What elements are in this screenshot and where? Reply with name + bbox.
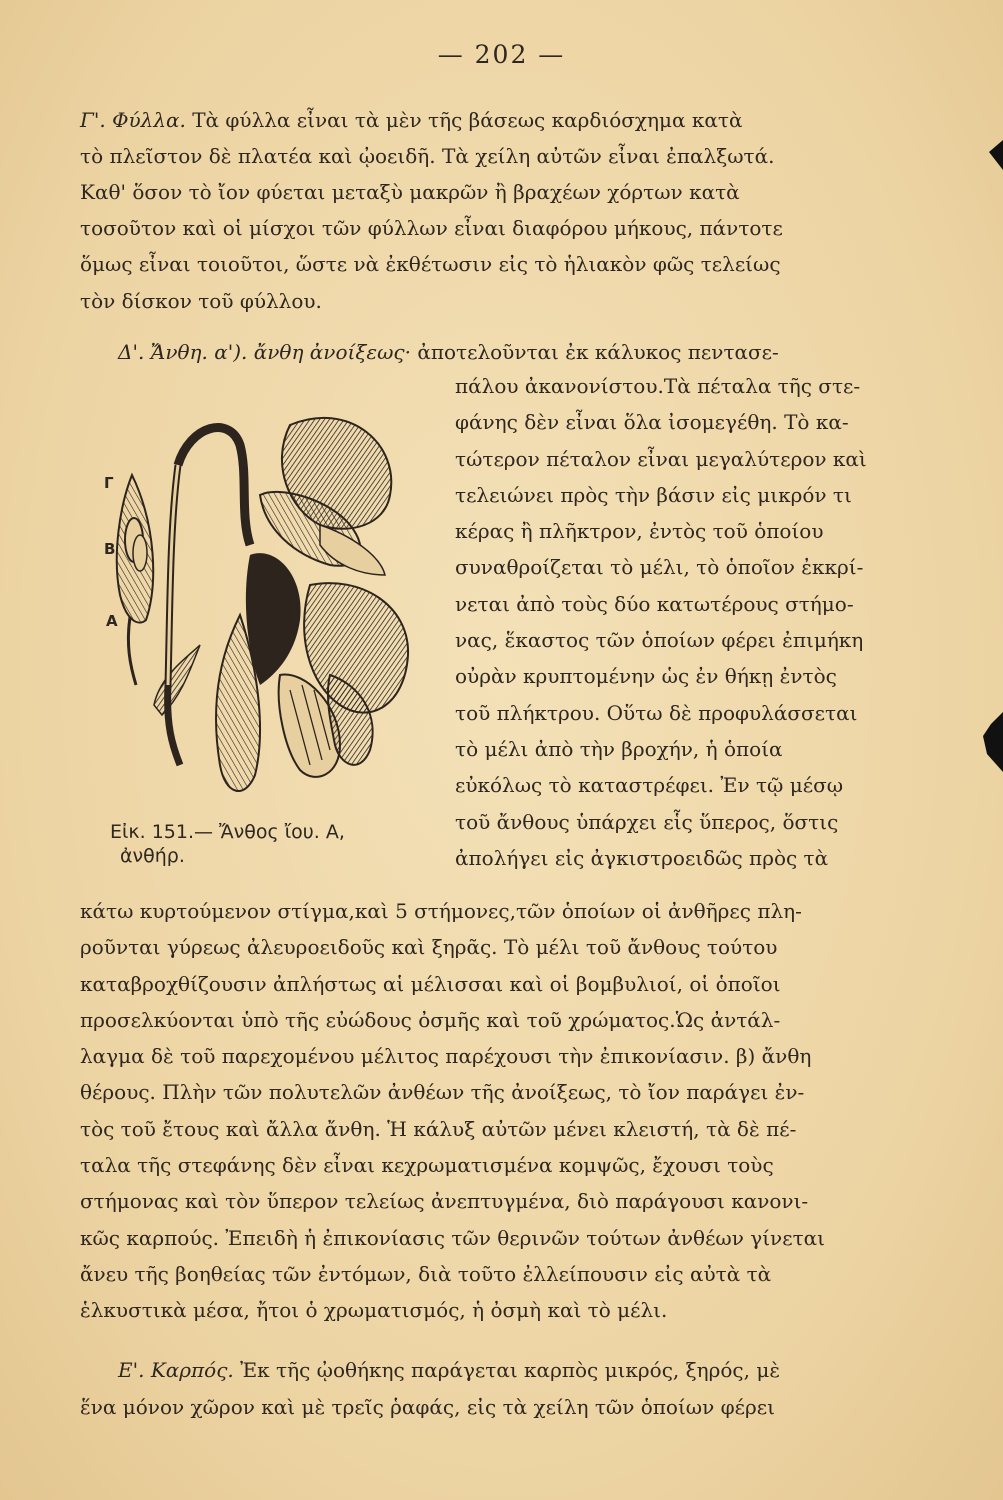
wrap-line: τοῦ πλήκτρου. Οὕτω δὲ προφυλάσσεται xyxy=(455,700,858,725)
wrapped-text-block xyxy=(455,368,935,876)
wrap-line: φάνης δὲν εἶναι ὅλα ἰσομεγέθη. Τὸ κα- xyxy=(455,410,849,435)
full-line: ταλα τῆς στεφάνης δὲν εἶναι κεχρωματισμένα κομψῶς, ἔχουσι τοὺς xyxy=(80,1153,774,1178)
full-line: προσελκύονται ὑπὸ τῆς εὐώδους ὀσμῆς καὶ τοῦ χρώματος.Ὡς ἀντάλ- xyxy=(80,1007,781,1032)
wrap-line: οὐρὰν κρυπτομένην ὡς ἐν θήκῃ ἐντὸς xyxy=(455,664,837,689)
section-g-line-2: τὸ πλεῖστον δὲ πλατέα καὶ ᾠοειδῆ. Τὰ χείλη αὐτῶν εἶναι ἐπαλξωτά. xyxy=(80,144,775,168)
figure-label-g: Γ xyxy=(104,474,114,492)
page-number: — 202 — xyxy=(437,40,566,69)
wrap-line: εὐκόλως τὸ καταστρέφει. Ἐν τῷ μέσῳ xyxy=(455,773,844,798)
full-line: θέρους. Πλὴν τῶν πολυτελῶν ἀνθέων τῆς ἀνοίξεως, τὸ ἴον παράγει ἐν- xyxy=(80,1080,805,1105)
wrap-line: κέρας ἢ πλῆκτρον, ἐντὸς τοῦ ὁποίου xyxy=(455,519,824,544)
full-line: ἄνευ τῆς βοηθείας τῶν ἐντόμων, διὰ τοῦτο ἐλλείπουσιν εἰς αὐτὰ τὰ xyxy=(80,1261,772,1286)
wrap-line: τώτερον πέταλον εἶναι μεγαλύτερον καὶ xyxy=(455,446,867,471)
section-e-line-1: Ε'. Καρπός. Ἐκ τῆς ᾠοθήκης παράγεται καρπὸς μικρός, ξηρός, μὲ xyxy=(118,1358,781,1382)
violet-flower-illustration xyxy=(90,405,435,815)
full-line: καταβροχθίζουσιν ἀπλήστως αἱ μέλισσαι καὶ οἱ βομβυλιοί, οἱ ὁποῖοι xyxy=(80,971,781,996)
figure-label-a: Α xyxy=(106,612,118,630)
page-edge-tear xyxy=(989,140,1003,170)
wrap-line: τελειώνει πρὸς τὴν βάσιν εἰς μικρόν τι xyxy=(455,482,852,507)
figure-label-b: Β xyxy=(104,540,116,558)
page-edge-tear xyxy=(983,712,1003,772)
section-g-line-3: Καθ' ὅσον τὸ ἴον φύεται μεταξὺ μακρῶν ἢ βραχέων χόρτων κατὰ xyxy=(80,180,740,204)
full-line: τὸς τοῦ ἔτους καὶ ἄλλα ἄνθη. Ἡ κάλυξ αὐτῶν μένει κλειστή, τὰ δὲ πέ- xyxy=(80,1116,797,1141)
wrap-line: πάλου ἀκανονίστου.Τὰ πέταλα τῆς στε- xyxy=(455,374,861,398)
section-e-line-2: ἕνα μόνον χῶρον καὶ μὲ τρεῖς ῥαφάς, εἰς τὰ χείλη τῶν ὁποίων φέρει xyxy=(80,1395,775,1419)
figure-caption: Εἰκ. 151.— Ἄνθος ἴου. Α, ἀνθήρ. xyxy=(110,821,345,867)
full-line: στήμονας καὶ τὸν ὕπερον τελείως ἀνεπτυγμένα, διὸ παράγουσι κανονι- xyxy=(80,1189,809,1214)
section-g-line-1: Γ'. Φύλλα. Τὰ φύλλα εἶναι τὰ μὲν τῆς βάσεως καρδιόσχημα κατὰ xyxy=(80,108,743,132)
wrap-line: τὸ μέλι ἀπὸ τὴν βροχήν, ἡ ὁποία xyxy=(455,736,783,761)
section-g-line-5: ὅμως εἶναι τοιοῦτοι, ὥστε νὰ ἐκθέτωσιν εἰς τὸ ἡλιακὸν φῶς τελείως xyxy=(80,252,781,276)
section-d-first-line: Δ'. Ἄνθη. α'). ἄνθη ἀνοίξεως· ἀποτελοῦνται ἐκ κάλυκος πεντασε- xyxy=(118,340,779,364)
wrap-line: νεται ἀπὸ τοὺς δύο κατωτέρους στήμο- xyxy=(455,591,854,616)
full-line: λαγμα δὲ τοῦ παρεχομένου μέλιτος παρέχουσι τὴν ἐπικονίασιν. β) ἄνθη xyxy=(80,1044,812,1069)
full-line: κῶς καρπούς. Ἐπειδὴ ἡ ἐπικονίασις τῶν θερινῶν τούτων ἀνθέων γίνεται xyxy=(80,1225,825,1250)
full-line: κάτω κυρτούμενον στίγμα,καὶ 5 στήμονες,τῶν ὁποίων οἱ ἀνθῆρες πλη- xyxy=(80,899,802,923)
full-line: ροῦνται γύρεως ἀλευροειδοῦς καὶ ξηρᾶς. Τὸ μέλι τοῦ ἄνθους τούτου xyxy=(80,935,778,960)
wrap-line: νας, ἕκαστος τῶν ὁποίων φέρει ἐπιμήκη xyxy=(455,628,864,653)
full-line: ἑλκυστικὰ μέσα, ἤτοι ὁ χρωματισμός, ἡ ὀσμὴ καὶ τὸ μέλι. xyxy=(80,1298,668,1323)
wrap-line: συναθροίζεται τὸ μέλι, τὸ ὁποῖον ἐκκρί- xyxy=(455,555,864,580)
wrap-line: ἀπολήγει εἰς ἀγκιστροειδῶς πρὸς τὰ xyxy=(455,845,829,870)
full-width-text-block xyxy=(80,893,940,1329)
section-g-line-6: τὸν δίσκον τοῦ φύλλου. xyxy=(80,289,322,313)
section-g-line-4: τοσοῦτον καὶ οἱ μίσχοι τῶν φύλλων εἶναι διαφόρου μήκους, πάντοτε xyxy=(80,216,783,240)
wrap-line: τοῦ ἄνθους ὑπάρχει εἷς ὕπερος, ὅστις xyxy=(455,809,839,834)
